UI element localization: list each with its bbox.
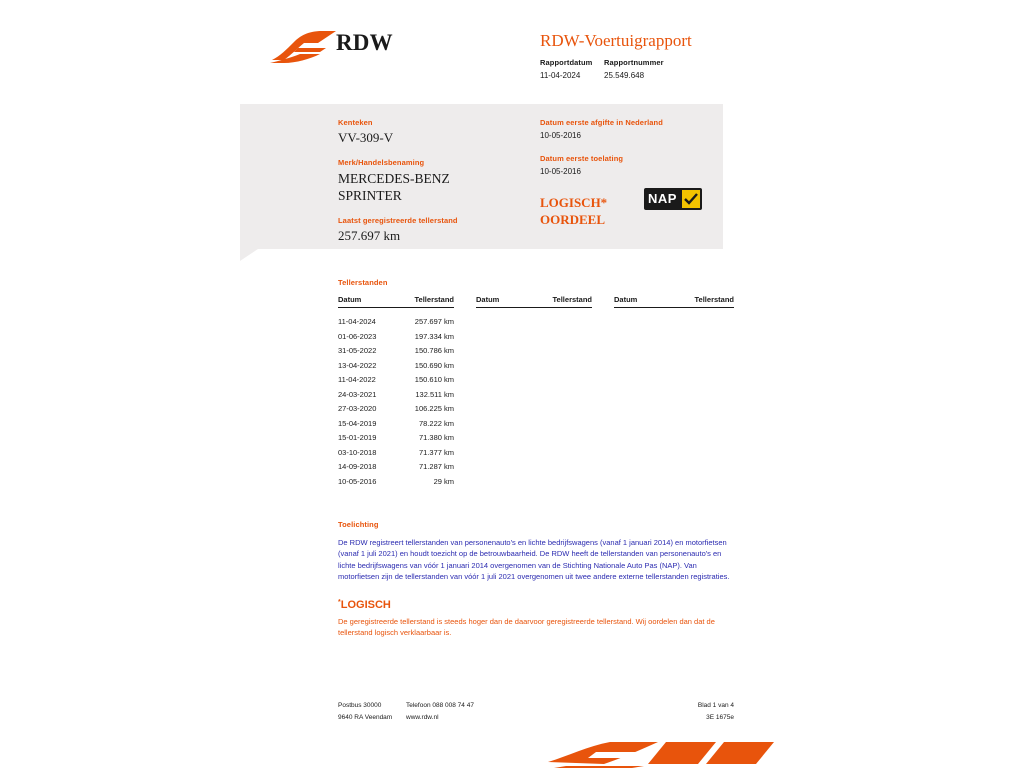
- nap-badge: [644, 188, 702, 210]
- explanation-section: [338, 520, 730, 638]
- row-date: 15-01-2019: [338, 433, 377, 442]
- merk-label: Merk/Handelsbenaming: [338, 158, 425, 167]
- summary-left-column: [338, 118, 458, 256]
- footer-page-info: [694, 700, 734, 724]
- rdw-wordmark: RDW: [336, 30, 393, 55]
- row-km: 29 km: [433, 476, 454, 486]
- odometer-table-body: [338, 317, 734, 491]
- col-header-date-1: Datum: [338, 295, 400, 308]
- logisch-heading: [338, 599, 730, 611]
- col-header-km-1: Tellerstand: [400, 295, 454, 308]
- footer-website: www.rdw.nl: [406, 714, 439, 721]
- verdict-block: [540, 194, 607, 228]
- laatste-tellerstand-label: Laatst geregistreerde tellerstand: [338, 216, 458, 225]
- row-date: 01-06-2023: [338, 331, 377, 341]
- report-date-label: Rapportdatum: [540, 58, 593, 67]
- kenteken-label: Kenteken: [338, 118, 373, 127]
- row-km: 71.377 km: [418, 447, 454, 457]
- col-header-date-2: Datum: [476, 295, 538, 308]
- nap-check-icon: [682, 190, 700, 208]
- row-km: 150.786 km: [414, 346, 454, 355]
- row-date: 13-04-2022: [338, 360, 377, 370]
- footer-address: [338, 700, 392, 724]
- footer-contact: [406, 700, 474, 724]
- eerste-toelating-label: Datum eerste toelating: [540, 154, 624, 163]
- vehicle-summary-panel: [240, 104, 723, 249]
- merk-value-line2: SPRINTER: [338, 188, 402, 203]
- laatste-tellerstand-value: 257.697 km: [338, 228, 401, 243]
- report-number-label: Rapportnummer: [604, 58, 664, 67]
- row-date: 14-09-2018: [338, 462, 377, 471]
- eerste-toelating-value: 10-05-2016: [540, 167, 581, 176]
- summary-panel-notch: [240, 249, 258, 261]
- footer-address-line1: Postbus 30000: [338, 702, 382, 709]
- odometer-section-title: Tellerstanden: [338, 278, 388, 287]
- report-date-block: [540, 58, 592, 80]
- summary-right-column: [540, 118, 663, 190]
- report-footer: [338, 700, 734, 730]
- page-title: RDW-Voertuigrapport: [540, 31, 692, 50]
- logisch-body: De geregistreerde tellerstand is steeds hoger dan de daarvoor geregistreerde tellerstand. Wij oordelen dan dat de tellerstand logisch verklaarbaar is.: [338, 616, 715, 638]
- report-header: [240, 14, 800, 94]
- col-header-km-3: Tellerstand: [676, 295, 734, 308]
- row-km: 132.511 km: [415, 389, 454, 399]
- row-date: 24-03-2021: [338, 389, 377, 399]
- nap-badge-label: NAP: [648, 191, 677, 206]
- explanation-title: Toelichting: [338, 520, 379, 529]
- footer-form-code: 3E 1675e: [706, 714, 734, 721]
- row-date: 31-05-2022: [338, 346, 377, 355]
- odometer-table-header: [338, 295, 734, 309]
- row-date: 15-04-2019: [338, 418, 377, 428]
- row-date: 10-05-2016: [338, 476, 377, 486]
- table-row: [338, 433, 734, 448]
- row-km: 71.380 km: [418, 433, 454, 442]
- table-row: [338, 317, 734, 332]
- table-row: [338, 419, 734, 434]
- odometer-readings-section: [338, 278, 734, 491]
- explanation-body: De RDW registreert tellerstanden van personenauto's en lichte bedrijfswagens (vanaf 1 januari 2014) en motorfietsen (vanaf 1 juli 2021) en houdt toezicht op de betrouwbaarheid. De RDW heeft de tellerstanden van personenauto's en lichte bedrijfswagens van vóór 1 januari 2014 overgenomen van de Stichting Nationale Auto Pas (NAP). Van motorfietsen zijn de tellerstanden van vóór 1 juli 2021 overgenomen uit twee andere externe tellerstanden registraties.: [338, 538, 730, 582]
- table-row: [338, 332, 734, 347]
- col-header-date-3: Datum: [614, 295, 676, 308]
- report-number-value: 25.549.648: [604, 71, 645, 80]
- table-row: [338, 462, 734, 477]
- footer-address-line2: 9640 RA Veendam: [338, 714, 393, 721]
- row-date: 03-10-2018: [338, 447, 377, 457]
- row-km: 197.334 km: [414, 331, 454, 341]
- rdw-arrow-logo-icon: [270, 30, 338, 64]
- table-row: [338, 404, 734, 419]
- row-km: 257.697 km: [414, 317, 454, 326]
- table-row: [338, 390, 734, 405]
- footer-phone: Telefoon 088 008 74 47: [406, 702, 474, 709]
- verdict-line1: LOGISCH*: [540, 195, 608, 210]
- eerste-afgifte-label: Datum eerste afgifte in Nederland: [540, 118, 663, 127]
- report-date-value: 11-04-2024: [540, 71, 581, 80]
- row-km: 150.610 km: [414, 375, 454, 384]
- row-date: 27-03-2020: [338, 404, 377, 413]
- eerste-afgifte-value: 10-05-2016: [540, 131, 581, 140]
- bottom-decorative-graphic: [548, 738, 788, 768]
- table-row: [338, 361, 734, 376]
- row-km: 150.690 km: [414, 360, 454, 370]
- table-row: [338, 375, 734, 390]
- row-date: 11-04-2022: [338, 375, 376, 384]
- merk-value-line1: MERCEDES-BENZ: [338, 171, 450, 186]
- report-number-block: [604, 58, 664, 80]
- logisch-heading-text: LOGISCH: [340, 598, 391, 611]
- row-km: 71.287 km: [418, 462, 454, 471]
- row-km: 106.225 km: [414, 404, 454, 413]
- col-header-km-2: Tellerstand: [538, 295, 592, 308]
- row-km: 78.222 km: [418, 418, 454, 428]
- kenteken-value: VV-309-V: [338, 130, 394, 145]
- verdict-line2: OORDEEL: [540, 212, 606, 227]
- logisch-star: *: [338, 598, 341, 606]
- footer-page-number: Blad 1 van 4: [697, 702, 734, 709]
- row-date: 11-04-2024: [338, 317, 376, 326]
- table-row: [338, 346, 734, 361]
- table-row: [338, 448, 734, 463]
- table-row: [338, 477, 734, 492]
